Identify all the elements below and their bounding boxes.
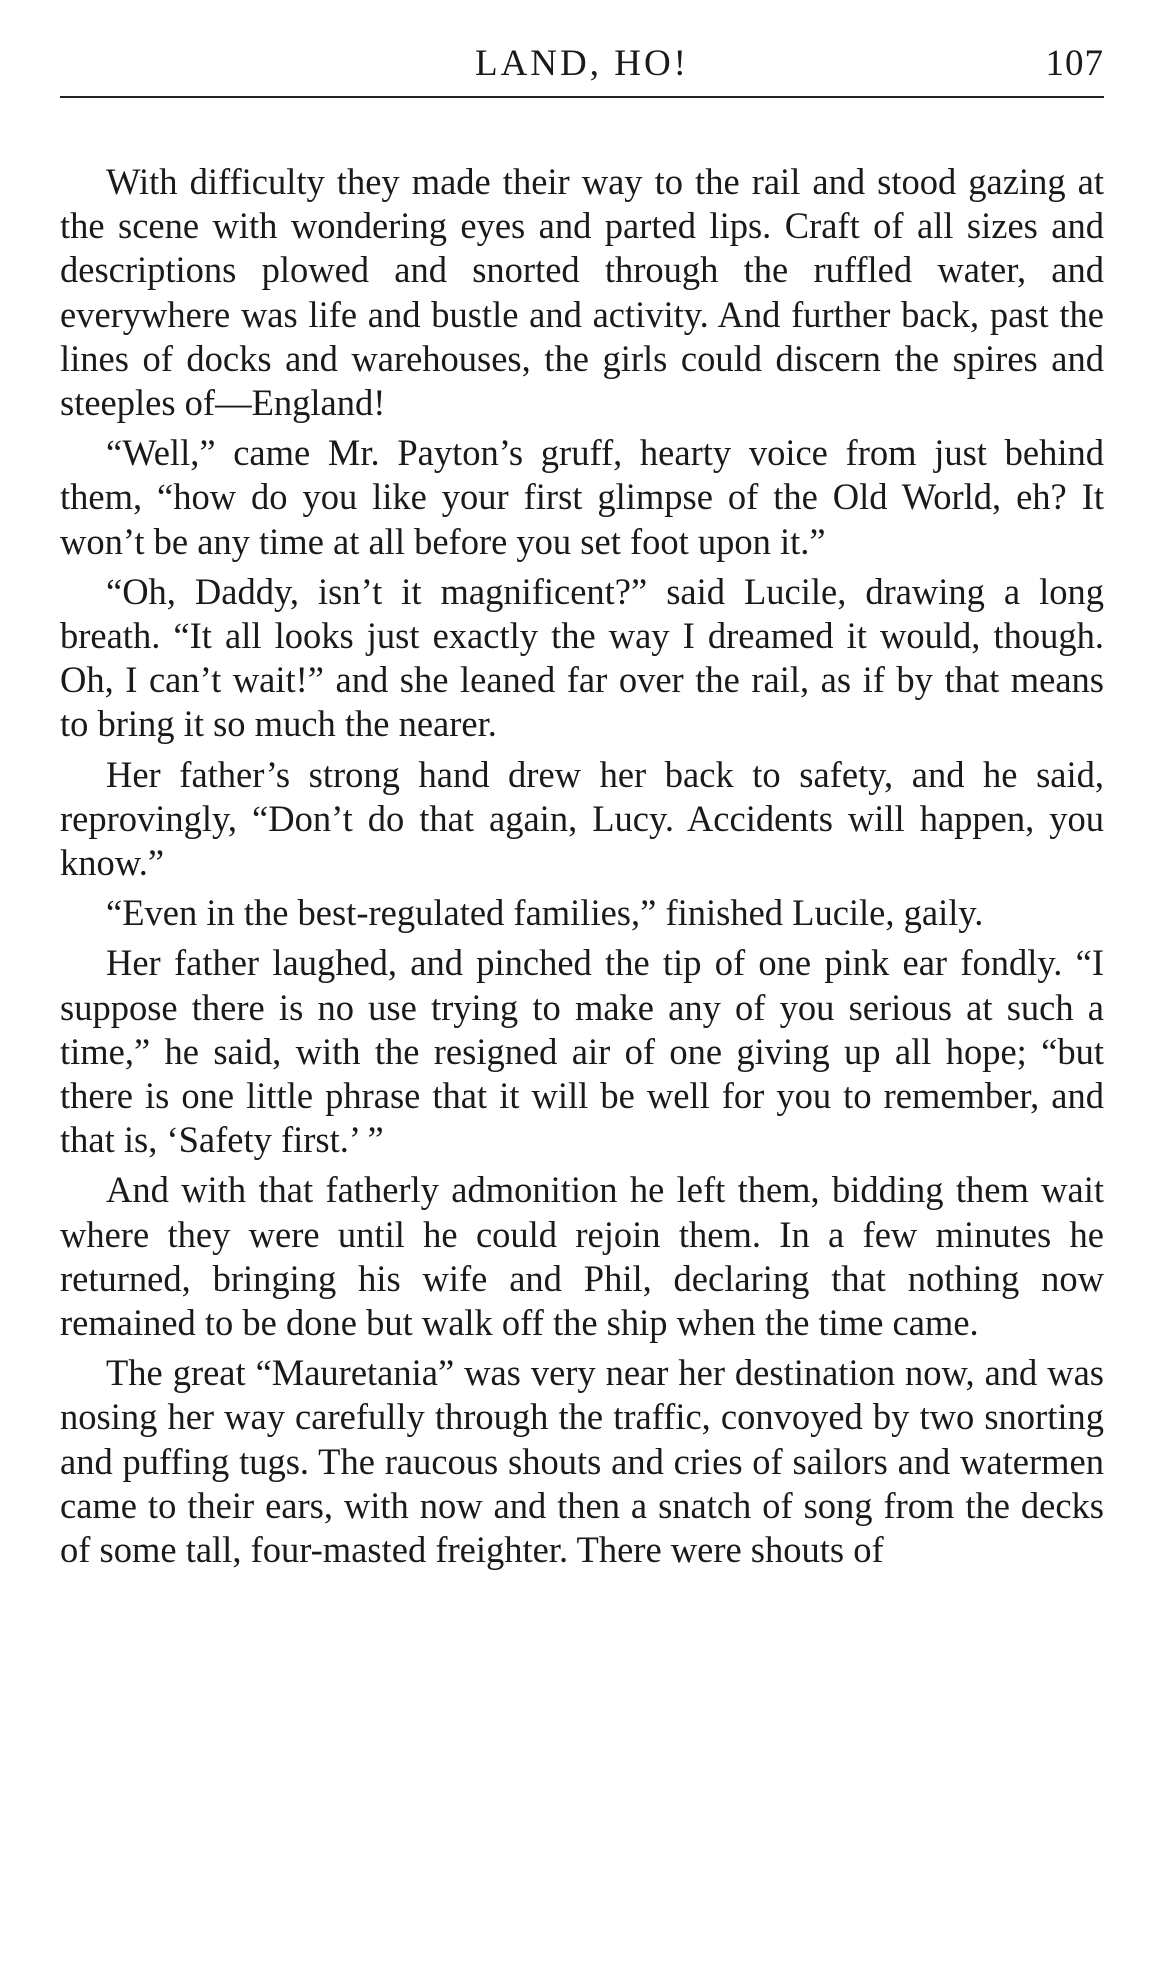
paragraph: “Even in the best-regulated families,” finished Lucile, gaily. [106, 892, 984, 934]
paragraph: Her father’s strong hand drew her back to safety, and he said, reprovingly, “Don’t do that again, Lucy. Accidents will happen, you know.” [60, 753, 1104, 884]
paragraph: The great “Mauretania” was very near her destination now, and was nosing her way carefully through the traffic, convoyed by two snorting and puffing tugs. The raucous shouts and cries of sailors and watermen came to their ears, with now and then a snatch of song from the decks of some tall, four-masted freighter. There were shouts of [60, 1352, 1104, 1571]
chapter-title: LAND, HO! [474, 43, 690, 84]
body-text [60, 160, 1104, 1572]
paragraph: “Oh, Daddy, isn’t it magnificent?” said Lucile, drawing a long breath. “It all looks just exactly the way I dreamed it would, though. Oh, I can’t wait!” and she leaned far over the rail, as if by that means to bring it so much the nearer. [60, 570, 1104, 745]
paragraph: “Well,” came Mr. Payton’s gruff, hearty voice from just behind them, “how do you like your first glimpse of the Old World, eh? It won’t be any time at all before you set foot upon it.” [60, 432, 1104, 562]
page-number: 107 [1045, 43, 1104, 84]
paragraph: With difficulty they made their way to the rail and stood gazing at the scene with wondering eyes and parted lips. Craft of all sizes and descriptions plowed and snorted through the ruffled water, and everywhere was life and bustle and activity. And further back, past the lines of docks and warehouses, the girls could discern the spires and steeples of—England! [60, 161, 1104, 424]
paragraph: And with that fatherly admonition he left them, bidding them wait where they were until he could rejoin them. In a few minutes he returned, bringing his wife and Phil, declaring that nothing now remained to be done but walk off the ship when the time came. [60, 1169, 1104, 1344]
paragraph: Her father laughed, and pinched the tip of one pink ear fondly. “I suppose there is no use trying to make any of you serious at such a time,” he said, with the resigned air of one giving up all hope; “but there is one little phrase that it will be well for you to remember, and that is, ‘Safety first.’ ” [60, 942, 1104, 1161]
running-head [60, 36, 1104, 98]
